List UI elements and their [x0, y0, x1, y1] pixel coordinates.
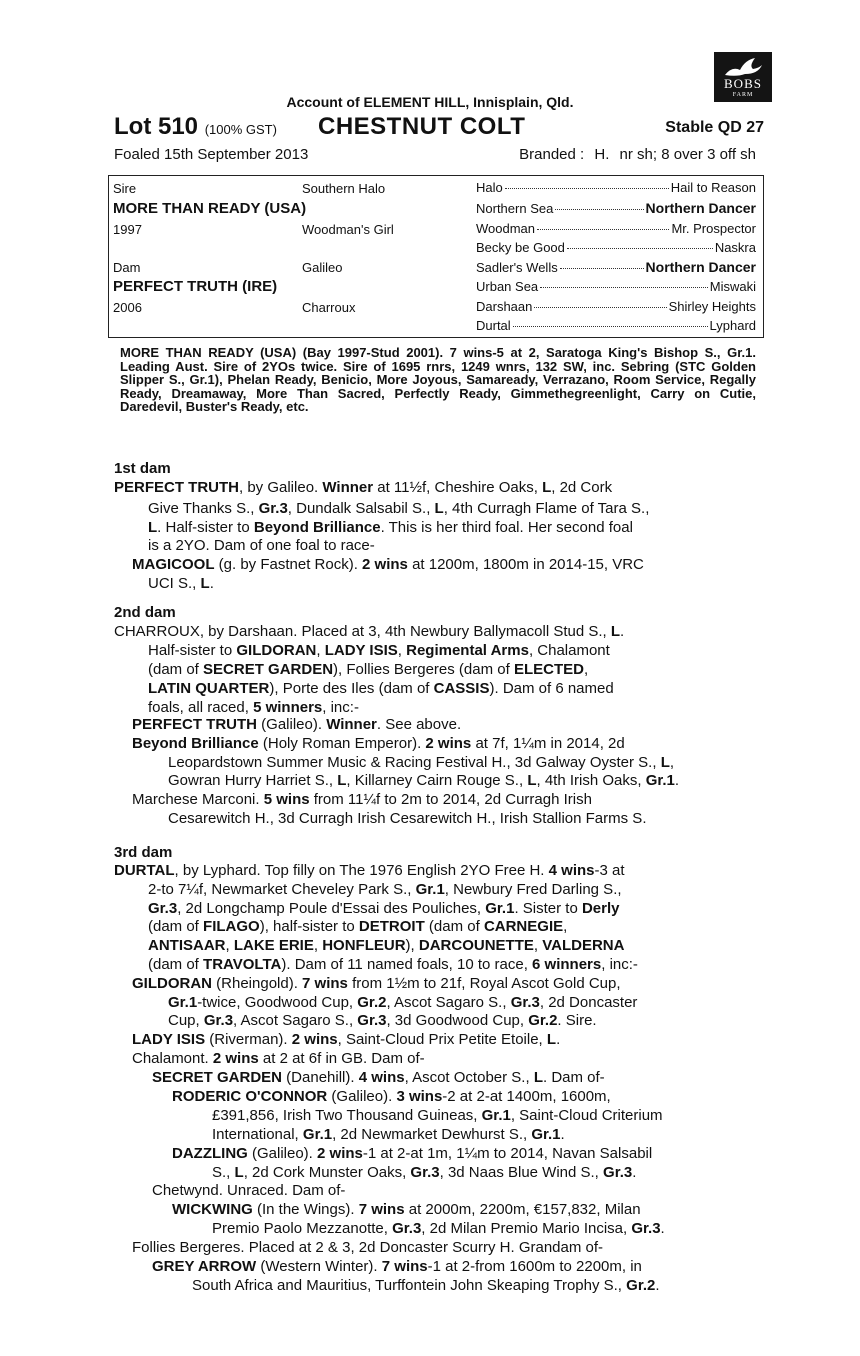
- text-line: [132, 716, 461, 734]
- text-line: [148, 575, 214, 593]
- text-line: [152, 1258, 642, 1276]
- dot-leader: [513, 326, 708, 327]
- dam-year: 2006: [113, 300, 142, 315]
- section-1st-dam: 1st dam: [114, 460, 171, 477]
- text-line-content: Gowran Hurry Harriet S., L, Killarney Cairn Rouge S., L, 4th Irish Oaks, Gr.1.: [168, 772, 680, 789]
- grandparent-row: [476, 180, 756, 195]
- text-line-content: £391,856, Irish Two Thousand Guineas, Gr.1, Saint-Cloud Criterium: [212, 1107, 663, 1124]
- grandparent-name: Becky be Good: [476, 240, 565, 255]
- text-line: [168, 1012, 597, 1030]
- section-3rd-dam: 3rd dam: [114, 844, 173, 861]
- grandparent-row: [476, 259, 756, 275]
- grandparent-row: [476, 299, 756, 314]
- grandparent-name: Halo: [476, 180, 503, 195]
- text-line-content: Give Thanks S., Gr.3, Dundalk Salsabil S., L, 4th Curragh Flame of Tara S.,: [148, 500, 650, 517]
- great-grandparent-name: Miswaki: [709, 279, 756, 294]
- text-line: [148, 699, 359, 717]
- dam-name: PERFECT TRUTH (IRE): [113, 278, 278, 295]
- text-line: [132, 791, 592, 809]
- text-line-content: Premio Paolo Mezzanotte, Gr.3, 2d Milan Premio Mario Incisa, Gr.3.: [212, 1220, 665, 1237]
- dot-leader: [537, 229, 669, 230]
- text-line-content: PERFECT TRUTH, by Galileo. Winner at 11½f, Cheshire Oaks, L, 2d Cork: [114, 479, 613, 496]
- text-line-content: L. Half-sister to Beyond Brilliance. This is her third foal. Her second foal: [148, 519, 633, 536]
- text-line-content: (dam of TRAVOLTA). Dam of 11 named foals, 10 to race, 6 winners, inc:-: [148, 956, 638, 973]
- text-line: [192, 1277, 660, 1295]
- text-line-content: LATIN QUARTER), Porte des Iles (dam of CASSIS). Dam of 6 named: [148, 680, 614, 697]
- grandparent-name: Sadler's Wells: [476, 260, 558, 275]
- account-line: Account of ELEMENT HILL, Innisplain, Qld.: [286, 94, 574, 110]
- text-line-content: RODERIC O'CONNOR (Galileo). 3 wins-2 at 2-at 1400m, 1600m,: [172, 1088, 611, 1105]
- text-line: [132, 735, 625, 753]
- text-line-content: (dam of FILAGO), half-sister to DETROIT (dam of CARNEGIE,: [148, 918, 568, 935]
- text-line-content: Follies Bergeres. Placed at 2 & 3, 2d Doncaster Scurry H. Grandam of-: [132, 1239, 604, 1256]
- text-line-content: Beyond Brilliance (Holy Roman Emperor). 2 wins at 7f, 1¼m in 2014, 2d: [132, 735, 625, 752]
- great-grandparent-name: Northern Dancer: [645, 259, 756, 275]
- text-line: [212, 1126, 565, 1144]
- dot-leader: [567, 248, 713, 249]
- text-line: [212, 1164, 636, 1182]
- text-line-content: ANTISAAR, LAKE ERIE, HONFLEUR), DARCOUNETTE, VALDERNA: [148, 937, 625, 954]
- text-line-content: Leopardstown Summer Music & Racing Festival H., 3d Galway Oyster S., L,: [168, 754, 675, 771]
- text-line-content: WICKWING (In the Wings). 7 wins at 2000m, 2200m, €157,832, Milan: [172, 1201, 641, 1218]
- logo-text: BOBS: [724, 76, 762, 91]
- text-line: [168, 772, 679, 790]
- text-line: [148, 642, 610, 660]
- grandparent-row: [476, 318, 756, 333]
- text-line-content: is a 2YO. Dam of one foal to race-: [148, 537, 375, 554]
- section-2nd-dam: 2nd dam: [114, 604, 176, 621]
- great-grandparent-name: Mr. Prospector: [671, 221, 756, 236]
- text-line: [148, 680, 614, 698]
- text-line-content: Cesarewitch H., 3d Curragh Irish Cesarewitch H., Irish Stallion Farms S.: [168, 810, 647, 827]
- text-line-content: foals, all raced, 5 winners, inc:-: [148, 699, 359, 716]
- text-line: [168, 810, 646, 828]
- lot-number: Lot 510 (100% GST): [114, 113, 277, 140]
- dot-leader: [555, 209, 643, 210]
- dot-leader: [505, 188, 669, 189]
- brand-mark: H.: [594, 146, 610, 163]
- text-line-content: CHARROUX, by Darshaan. Placed at 3, 4th Newbury Ballymacoll Stud S., L.: [114, 623, 625, 640]
- text-line: [172, 1201, 641, 1219]
- text-line: [132, 1031, 560, 1049]
- dot-leader: [540, 287, 708, 288]
- text-line: [168, 754, 674, 772]
- text-line: [148, 500, 649, 518]
- text-line-content: Marchese Marconi. 5 wins from 11¼f to 2m to 2014, 2d Curragh Irish: [132, 791, 592, 808]
- text-line-content: S., L, 2d Cork Munster Oaks, Gr.3, 3d Naas Blue Wind S., Gr.3.: [212, 1164, 637, 1181]
- text-line-content: Cup, Gr.3, Ascot Sagaro S., Gr.3, 3d Goodwood Cup, Gr.2. Sire.: [168, 1012, 597, 1029]
- grandparent-name: Urban Sea: [476, 279, 539, 294]
- lot-header: [114, 113, 764, 143]
- grandparent-name: Durtal: [476, 318, 511, 333]
- great-grandparent-name: Hail to Reason: [670, 180, 756, 195]
- text-line-content: MAGICOOL (g. by Fastnet Rock). 2 wins at 1200m, 1800m in 2014-15, VRC: [132, 556, 644, 573]
- text-line: [114, 623, 624, 641]
- dam-sire: Galileo: [302, 260, 343, 275]
- text-line: [132, 556, 644, 574]
- text-line: [148, 900, 620, 918]
- sire-summary: MORE THAN READY (USA) (Bay 1997-Stud 2001). 7 wins-5 at 2, Saratoga King's Bishop S., Gr.1. Leading Aust. Sire of 2YOs twice. Sire of 1695 rnrs, 1249 wnrs, 132 SW, inc. Sebring (STC Golden Slipper S., Gr.1), Phelan Ready, Benicio, More Joyous, Samaready, Verrazano, Room Service, Regally Ready, Dreamaway, More Than Sacred, Perfectly Ready, Gimmethegreenlight, Carry on Cutie, Daredevil, Buster's Ready, etc.: [120, 345, 756, 414]
- text-line: [132, 1239, 603, 1257]
- text-line: [148, 937, 624, 955]
- text-line-content: South Africa and Mauritius, Turffontein John Skeaping Trophy S., Gr.2.: [192, 1277, 660, 1294]
- text-line-content: DAZZLING (Galileo). 2 wins-1 at 2-at 1m, 1¼m to 2014, Navan Salsabil: [172, 1145, 653, 1162]
- text-line-content: Chetwynd. Unraced. Dam of-: [152, 1182, 346, 1199]
- foaled-date: Foaled 15th September 2013: [114, 146, 309, 163]
- sire-year: 1997: [113, 222, 142, 237]
- great-grandparent-name: Northern Dancer: [645, 200, 756, 216]
- sire-label: Sire: [113, 181, 137, 196]
- text-line: [148, 661, 588, 679]
- text-line: [132, 1050, 425, 1068]
- text-line: [168, 994, 637, 1012]
- gst-note: (100% GST): [204, 122, 277, 137]
- grandparent-name: Northern Sea: [476, 201, 554, 216]
- text-line-content: PERFECT TRUTH (Galileo). Winner. See above.: [132, 716, 462, 733]
- great-grandparent-name: Naskra: [714, 240, 756, 255]
- text-line: [132, 975, 621, 993]
- text-line: [212, 1220, 665, 1238]
- text-line: [148, 881, 622, 899]
- great-grandparent-name: Lyphard: [709, 318, 756, 333]
- grandparent-row: [476, 279, 756, 294]
- dot-leader: [560, 268, 644, 269]
- text-line: [148, 956, 638, 974]
- dam-dam: Charroux: [302, 300, 356, 315]
- text-line-content: GREY ARROW (Western Winter). 7 wins-1 at 2-from 1600m to 2200m, in: [152, 1258, 642, 1275]
- text-line: [148, 918, 567, 936]
- text-line-content: Chalamont. 2 wins at 2 at 6f in GB. Dam of-: [132, 1050, 425, 1067]
- text-line: [114, 862, 625, 880]
- dot-leader: [534, 307, 666, 308]
- text-line-content: 2-to 7¼f, Newmarket Cheveley Park S., Gr.1, Newbury Fred Darling S.,: [148, 881, 622, 898]
- text-line: [152, 1182, 345, 1200]
- text-line-content: International, Gr.1, 2d Newmarket Dewhurst S., Gr.1.: [212, 1126, 565, 1143]
- text-line-content: (dam of SECRET GARDEN), Follies Bergeres (dam of ELECTED,: [148, 661, 589, 678]
- brand-info: Branded : H. nr sh; 8 over 3 off sh: [519, 146, 756, 163]
- text-line: [172, 1088, 611, 1106]
- text-line: [152, 1069, 605, 1087]
- text-line-content: LADY ISIS (Riverman). 2 wins, Saint-Cloud Prix Petite Etoile, L.: [132, 1031, 561, 1048]
- grandparent-name: Darshaan: [476, 299, 533, 314]
- text-line-content: Gr.1-twice, Goodwood Cup, Gr.2, Ascot Sagaro S., Gr.3, 2d Doncaster: [168, 994, 638, 1011]
- stable-number: Stable QD 27: [665, 119, 764, 136]
- sire-dam: Woodman's Girl: [302, 222, 394, 237]
- sire-name: MORE THAN READY (USA): [113, 200, 307, 217]
- grandparent-name: Woodman: [476, 221, 536, 236]
- grandparent-row: [476, 200, 756, 216]
- text-line-content: GILDORAN (Rheingold). 7 wins from 1½m to 21f, Royal Ascot Gold Cup,: [132, 975, 621, 992]
- text-line: [148, 537, 375, 555]
- text-line-content: SECRET GARDEN (Danehill). 4 wins, Ascot October S., L. Dam of-: [152, 1069, 605, 1086]
- logo-subtext: FARM: [732, 92, 754, 98]
- grandparent-row: [476, 221, 756, 236]
- text-line-content: DURTAL, by Lyphard. Top filly on The 1976 English 2YO Free H. 4 wins-3 at: [114, 862, 625, 879]
- pedigree-table: [108, 175, 764, 338]
- text-line: [148, 519, 633, 537]
- horse-title: CHESTNUT COLT: [318, 113, 526, 140]
- text-line: [172, 1145, 652, 1163]
- text-line: [114, 479, 612, 497]
- great-grandparent-name: Shirley Heights: [668, 299, 756, 314]
- text-line-content: Gr.3, 2d Longchamp Poule d'Essai des Pouliches, Gr.1. Sister to Derly: [148, 900, 620, 917]
- text-line: [212, 1107, 663, 1125]
- text-line-content: Half-sister to GILDORAN, LADY ISIS, Regimental Arms, Chalamont: [148, 642, 610, 659]
- sire-sire: Southern Halo: [302, 181, 386, 196]
- text-line-content: UCI S., L.: [148, 575, 214, 592]
- grandparent-row: [476, 240, 756, 255]
- dam-label: Dam: [113, 260, 141, 275]
